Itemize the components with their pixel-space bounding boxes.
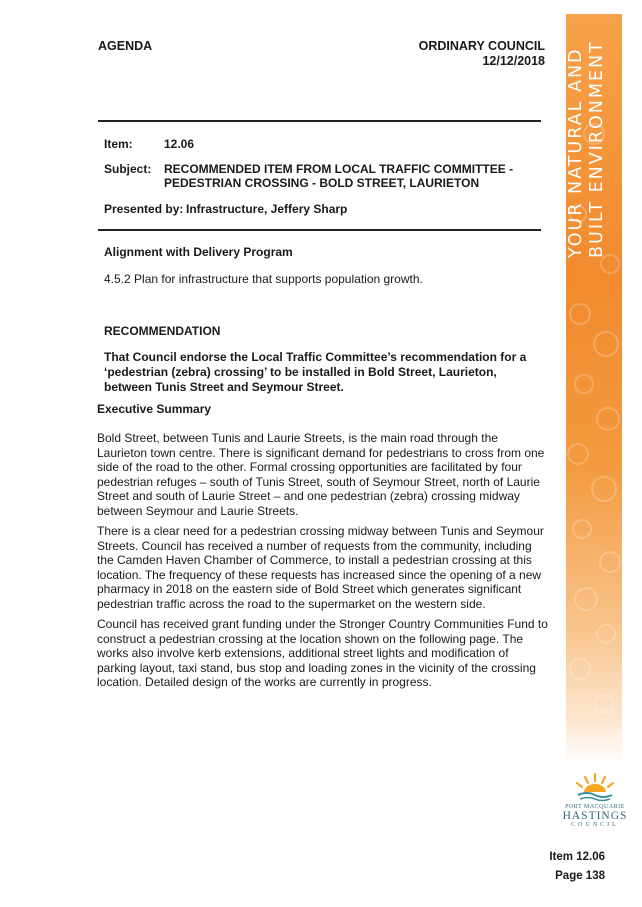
recommendation-text [104, 350, 526, 395]
recommendation-line: ‘pedestrian (zebra) crossing’ to be installed in Bold Street, Laurieton, [104, 365, 497, 379]
paragraph-line: Council has received grant funding under the Stronger Country Communities Fund to [97, 617, 548, 631]
paragraph-line: pedestrian refuges – south of Tunis Street, south of Seymour Street, north of Laurie [97, 474, 540, 489]
logo-line-3: COUNCIL [571, 822, 619, 828]
paragraph-line: parking layout, taxi stand, bus stop and loading zones in the vicinity of the crossing [97, 660, 536, 675]
paragraph-line: pedestrian traffic across the road to the supermarket on the western side. [97, 596, 486, 611]
recommendation-line: That Council endorse the Local Traffic Committee’s recommendation for a [104, 350, 527, 364]
slogan-line-1: YOUR NATURAL AND [566, 47, 586, 258]
paragraph-line: Street and south of Laurie Street – and one pedestrian (zebra) crossing midway [97, 489, 520, 503]
header-agenda: AGENDA [98, 39, 153, 53]
recommendation-line: between Tunis Street and Seymour Street. [104, 380, 344, 394]
presented-by-label: Presented by: [104, 202, 184, 216]
header-meeting: ORDINARY COUNCIL [418, 39, 545, 53]
subject-line-2: PEDESTRIAN CROSSING - BOLD STREET, LAURIETON [164, 176, 480, 190]
sidebar-slogan [566, 8, 622, 262]
paragraph-line: between Seymour and Laurie Streets. [97, 503, 299, 518]
recommendation-heading: RECOMMENDATION [104, 324, 221, 338]
executive-summary-heading: Executive Summary [97, 402, 212, 416]
presented-by-value: Infrastructure, Jeffery Sharp [186, 202, 348, 216]
paragraph-line: construct a pedestrian crossing at the location shown on the following page. The [97, 631, 524, 646]
slogan-line-2: BUILT ENVIRONMENT [587, 40, 607, 258]
summary-paragraph-2 [97, 524, 544, 611]
paragraph-line: Laurieton town centre. There is significant demand for pedestrians to cross from one [97, 445, 545, 460]
paragraph-line: works also involve kerb extensions, additional street lights and modification of [97, 646, 509, 660]
sidebar-banner [566, 14, 622, 764]
paragraph-line: side of the road to the other. Formal crossing opportunities are facilitated by four [97, 460, 522, 474]
paragraph-line: the Camden Haven Chamber of Commerce, to install a pedestrian crossing at this [97, 553, 532, 567]
subject-line-1: RECOMMENDED ITEM FROM LOCAL TRAFFIC COMMITTEE - [164, 162, 514, 176]
summary-paragraph-3 [97, 617, 548, 690]
logo-line-2: HASTINGS [562, 810, 628, 822]
footer-item: Item 12.06 [549, 851, 605, 863]
subject-label: Subject: [104, 162, 152, 176]
alignment-heading: Alignment with Delivery Program [104, 245, 293, 259]
logo-line-1: PORT MACQUARIE [565, 804, 625, 810]
item-number: 12.06 [164, 137, 195, 151]
paragraph-line: There is a clear need for a pedestrian crossing midway between Tunis and Seymour [97, 524, 544, 538]
middle-rule [98, 229, 541, 231]
footer-page-number: Page 138 [555, 870, 605, 882]
paragraph-line: pharmacy in 2018 on the eastern side of Bold Street which generates significant [97, 582, 522, 596]
paragraph-line: Streets. Council has received a number of requests from the community, including [97, 538, 532, 553]
paragraph-line: location. Detailed design of the works are currently in progress. [97, 675, 432, 689]
paragraph-line: location. The frequency of these requests has increased since the opening of a new [97, 567, 542, 582]
header-date: 12/12/2018 [482, 54, 545, 68]
top-rule [98, 120, 541, 122]
summary-paragraph-1 [97, 431, 544, 518]
item-label: Item: [104, 137, 133, 151]
council-name [562, 804, 628, 828]
alignment-text: 4.5.2 Plan for infrastructure that supports population growth. [104, 272, 423, 286]
paragraph-line: Bold Street, between Tunis and Laurie Streets, is the main road through the [97, 431, 498, 445]
